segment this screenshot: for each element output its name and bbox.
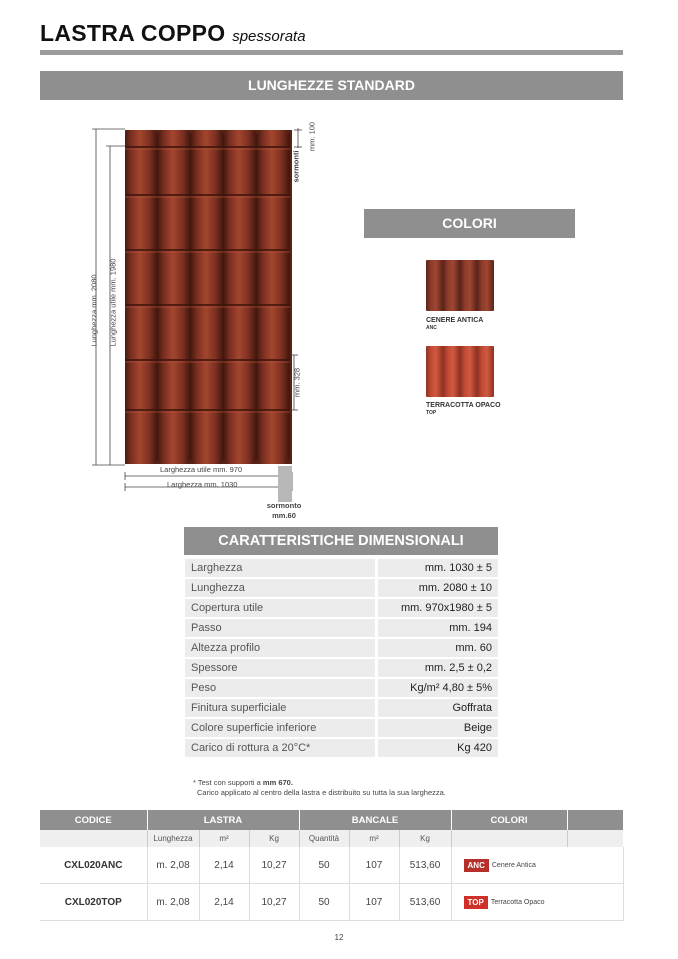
header-code: CODICE xyxy=(40,810,147,830)
table-row xyxy=(40,884,623,921)
spec-row xyxy=(185,619,498,637)
spec-label: Carico di rottura a 20°C* xyxy=(185,739,375,757)
total-length-label: Lunghezza mm. 2080 xyxy=(89,274,99,347)
pallet-quantity: 50 xyxy=(299,847,349,884)
spec-value: Beige xyxy=(375,719,498,737)
pallet-m2: 107 xyxy=(349,884,399,921)
color-code-top: TOP xyxy=(426,410,437,416)
spec-row xyxy=(185,679,498,697)
swatch-cenere-antica xyxy=(426,260,494,311)
subheader-blank-2 xyxy=(567,830,623,847)
color-cell xyxy=(451,847,623,884)
header-colors: COLORI xyxy=(451,810,567,830)
spec-value: mm. 2,5 ± 0,2 xyxy=(375,659,498,677)
specs-table xyxy=(185,557,498,759)
section-standard-lengths: LUNGHEZZE STANDARD xyxy=(40,71,623,100)
spec-label: Spessore xyxy=(185,659,375,677)
subheader-color-blank xyxy=(451,830,567,847)
spec-row xyxy=(185,579,498,597)
spec-label: Peso xyxy=(185,679,375,697)
color-badge: TOP xyxy=(464,896,488,909)
total-width-label: Larghezza mm. 1030 xyxy=(167,480,238,489)
spec-value: mm. 194 xyxy=(375,619,498,637)
page-title xyxy=(40,20,306,47)
pallet-quantity: 50 xyxy=(299,884,349,921)
footnote-line2: Carico applicato al centro della lastra e distribuito su tutta la sua larghezza. xyxy=(197,787,446,797)
product-title: LASTRA COPPO xyxy=(40,20,226,46)
header-blank xyxy=(567,810,623,830)
pallet-kg: 513,60 xyxy=(399,847,451,884)
side-overlap-mm-label: mm.60 xyxy=(272,511,296,520)
spec-value: mm. 60 xyxy=(375,639,498,657)
product-subtitle: spessorata xyxy=(232,28,306,45)
spec-row xyxy=(185,599,498,617)
subheader-pallet-kg: Kg xyxy=(399,830,451,847)
footnote-prefix: * Test con supporti a xyxy=(193,778,263,787)
sheet-length: m. 2,08 xyxy=(147,884,199,921)
color-badge: ANC xyxy=(464,859,489,872)
test-footnote xyxy=(193,778,446,797)
sheet-m2: 2,14 xyxy=(199,884,249,921)
subheader-blank xyxy=(40,830,147,847)
product-code: CXL020TOP xyxy=(40,884,147,921)
swatch-terracotta-opaco xyxy=(426,346,494,397)
page-number: 12 xyxy=(334,933,344,942)
section-colors: COLORI xyxy=(364,209,575,238)
spec-label: Passo xyxy=(185,619,375,637)
spec-row xyxy=(185,639,498,657)
sheet-m2: 2,14 xyxy=(199,847,249,884)
spec-value: Goffrata xyxy=(375,699,498,717)
step-mm-label: mm. 328 xyxy=(292,367,302,398)
footnote-bold: mm 670. xyxy=(262,778,293,787)
spec-row xyxy=(185,739,498,757)
pallet-kg: 513,60 xyxy=(399,884,451,921)
spec-label: Larghezza xyxy=(185,559,375,577)
spec-value: mm. 2080 ± 10 xyxy=(375,579,498,597)
spec-row xyxy=(185,699,498,717)
color-name: Terracotta Opaco xyxy=(490,898,545,906)
header-pallet: BANCALE xyxy=(299,810,451,830)
title-rule xyxy=(40,50,623,55)
subheader-m2: m² xyxy=(199,830,249,847)
spec-label: Colore superficie inferiore xyxy=(185,719,375,737)
subheader-pallet-m2: m² xyxy=(349,830,399,847)
color-name-anc: CENERE ANTICA xyxy=(426,317,484,324)
color-code-anc: ANC xyxy=(426,325,437,331)
spec-label: Altezza profilo xyxy=(185,639,375,657)
useful-width-label: Larghezza utile mm. 970 xyxy=(160,465,243,474)
pallet-m2: 107 xyxy=(349,847,399,884)
side-overlap-label: sormonto xyxy=(266,501,302,510)
color-name: Cenere Antica xyxy=(491,861,536,869)
subheader-quantity: Quantità xyxy=(299,830,349,847)
top-overlap-label: sormonti xyxy=(291,150,301,183)
spec-row xyxy=(185,559,498,577)
sheet-length: m. 2,08 xyxy=(147,847,199,884)
product-table xyxy=(40,810,624,921)
roof-sheet-image xyxy=(125,130,292,464)
spec-value: Kg 420 xyxy=(375,739,498,757)
color-name-top: TERRACOTTA OPACO xyxy=(426,402,501,409)
useful-length-label: Lunghezza utile mm. 1980 xyxy=(108,258,118,347)
spec-value: Kg/m² 4,80 ± 5% xyxy=(375,679,498,697)
spec-label: Finitura superficiale xyxy=(185,699,375,717)
subheader-length: Lunghezza xyxy=(147,830,199,847)
header-sheet: LASTRA xyxy=(147,810,299,830)
subheader-kg: Kg xyxy=(249,830,299,847)
spec-label: Copertura utile xyxy=(185,599,375,617)
spec-row xyxy=(185,719,498,737)
sheet-kg: 10,27 xyxy=(249,884,299,921)
color-cell xyxy=(451,884,623,921)
top-overlap-mm-label: mm. 100 xyxy=(307,121,317,152)
spec-value: mm. 970x1980 ± 5 xyxy=(375,599,498,617)
spec-row xyxy=(185,659,498,677)
section-dimensional-characteristics: CARATTERISTICHE DIMENSIONALI xyxy=(184,527,498,555)
table-row xyxy=(40,847,623,884)
product-code: CXL020ANC xyxy=(40,847,147,884)
spec-value: mm. 1030 ± 5 xyxy=(375,559,498,577)
spec-label: Lunghezza xyxy=(185,579,375,597)
sheet-kg: 10,27 xyxy=(249,847,299,884)
